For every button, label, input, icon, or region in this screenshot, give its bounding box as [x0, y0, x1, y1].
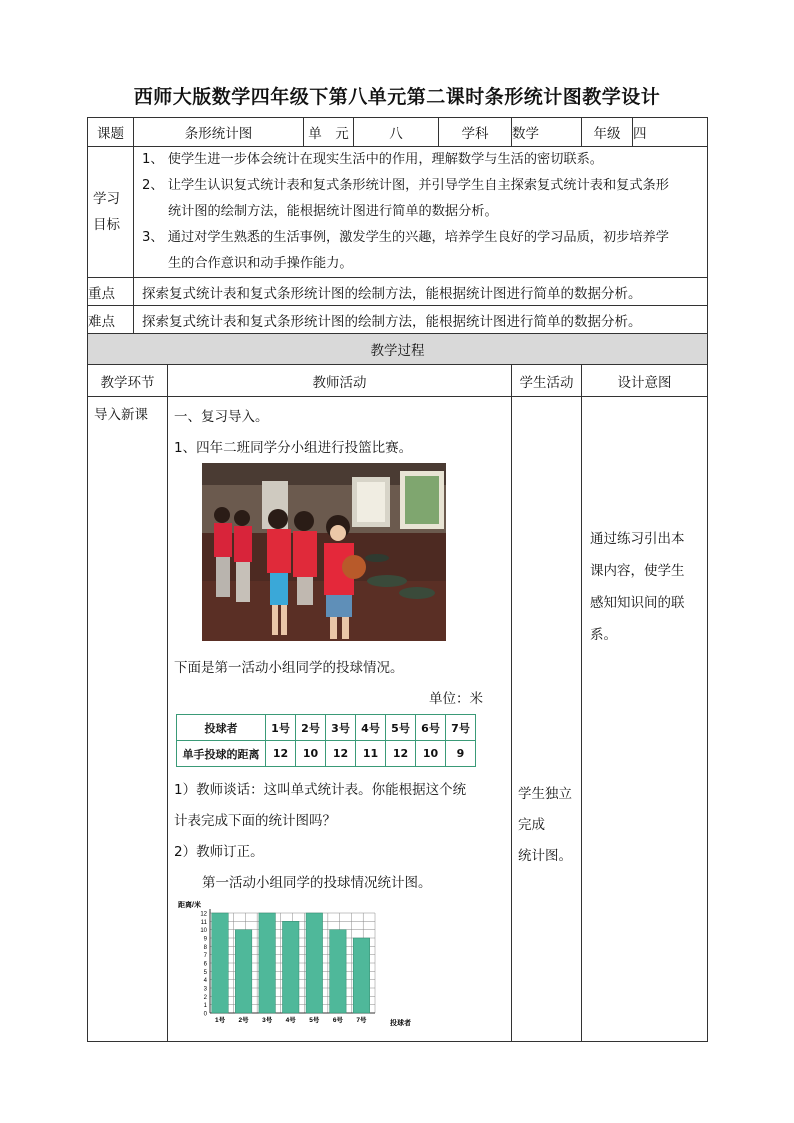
- score-header-2: 2号: [296, 715, 326, 741]
- score-value-3: 12: [326, 741, 356, 767]
- grade-value: 四: [633, 118, 708, 147]
- score-value-6: 10: [416, 741, 446, 767]
- intent-line1: 通过练习引出本: [590, 531, 685, 547]
- chart-bar-2: [235, 930, 252, 1013]
- chart-y-tick-label: 7: [203, 953, 207, 960]
- chart-x-axis-label: 投球者: [390, 1020, 411, 1027]
- chart-y-tick-label: 1: [203, 1003, 207, 1010]
- chart-y-tick-label: 0: [203, 1011, 207, 1018]
- document-title: 西师大版数学四年级下第八单元第二课时条形统计图教学设计: [133, 86, 661, 108]
- chart-bar-3: [259, 913, 276, 1013]
- score-header-5: 5号: [386, 715, 416, 741]
- chart-y-tick-label: 12: [200, 911, 207, 918]
- chart-y-tick-label: 9: [203, 936, 207, 943]
- teacher-talk-line2: 计表完成下面的统计图吗？: [174, 813, 336, 829]
- chart-x-tick-label: 6号: [332, 1017, 343, 1024]
- stage-name: 导入新课: [94, 407, 148, 423]
- key-point-text: 探索复式统计表和复式条形统计图的绘制方法，能根据统计图进行简单的数据分析。: [134, 278, 708, 306]
- student-activity-cell: [512, 397, 582, 1042]
- design-intent-cell: [582, 397, 708, 1042]
- difficulty-label: 难点: [88, 306, 134, 334]
- chart-y-tick-label: 10: [200, 928, 207, 935]
- chart-y-tick-label: 4: [203, 978, 207, 985]
- teacher-correct: 2）教师订正。: [174, 844, 264, 860]
- intent-line3: 感知知识间的联: [590, 595, 685, 611]
- score-header-1: 1号: [266, 715, 296, 741]
- student-activity-line1: 学生独立完成: [518, 786, 573, 833]
- chart-x-tick-label: 4号: [285, 1017, 296, 1024]
- activity-intro: 1、四年二班同学分小组进行投篮比赛。: [174, 440, 413, 456]
- topic-value: 条形统计图: [134, 118, 304, 147]
- group-results-intro: 下面是第一活动小组同学的投球情况。: [174, 660, 404, 676]
- chart-x-tick-label: 2号: [238, 1017, 249, 1024]
- score-header-3: 3号: [326, 715, 356, 741]
- col-header-stage: 教学环节: [88, 365, 168, 397]
- chart-y-tick-label: 3: [203, 986, 207, 993]
- unit-note: 单位：米: [429, 691, 484, 707]
- chart-bar-5: [306, 913, 323, 1013]
- bar-chart-container: [178, 899, 428, 1035]
- intent-line4: 系。: [590, 627, 618, 643]
- student-activity-line2: 统计图。: [518, 848, 573, 864]
- goal-item-1: 1、 使学生进一步体会统计在现实生活中的作用，理解数学与生活的密切联系。: [142, 152, 603, 167]
- score-value-7: 9: [446, 741, 476, 767]
- chart-y-axis-label: 距离/米: [178, 902, 201, 909]
- chart-x-tick-label: 3号: [262, 1017, 273, 1024]
- chart-x-tick-label: 5号: [309, 1017, 320, 1024]
- goal-item-3-line2: 生的合作意识和动手操作能力。: [168, 256, 353, 271]
- unit-value: 八: [354, 118, 439, 147]
- subject-label: 学科: [439, 118, 512, 147]
- score-header-6: 6号: [416, 715, 446, 741]
- unit-label: 单 元: [304, 118, 354, 147]
- chart-bar-7: [353, 938, 370, 1013]
- score-header-7: 7号: [446, 715, 476, 741]
- chart-y-tick-label: 2: [203, 994, 207, 1001]
- chart-bar-6: [330, 930, 347, 1013]
- goals-label-line2: 目标: [93, 217, 120, 233]
- score-table-value-row: [177, 741, 476, 767]
- stage-cell: [88, 397, 168, 1042]
- score-header-4: 4号: [356, 715, 386, 741]
- chart-y-tick-label: 11: [200, 919, 207, 926]
- goal-item-2-line2: 统计图的绘制方法，能根据统计图进行简单的数据分析。: [168, 204, 498, 219]
- basketball-photo: [202, 463, 446, 641]
- chart-bar-1: [212, 913, 229, 1013]
- col-header-intent: 设计意图: [582, 365, 708, 397]
- chart-bars: [212, 913, 370, 1013]
- review-heading: 一、复习导入。: [174, 409, 269, 425]
- intent-line2: 课内容，使学生: [590, 563, 685, 579]
- chart-x-tick-label: 1号: [214, 1017, 226, 1024]
- score-table: [176, 714, 476, 767]
- teaching-process-band: 教学过程: [88, 334, 708, 365]
- col-header-student: 学生活动: [512, 365, 582, 397]
- teacher-talk-line1: 1）教师谈话：这叫单式统计表。你能根据这个统: [174, 782, 467, 798]
- lesson-plan-table: [87, 117, 708, 1042]
- chart-y-tick-label: 6: [203, 961, 207, 968]
- basketball-photo-illustration: [202, 463, 446, 641]
- difficulty-text: 探索复式统计表和复式条形统计图的绘制方法，能根据统计图进行简单的数据分析。: [134, 306, 708, 334]
- score-value-2: 10: [296, 741, 326, 767]
- chart-y-tick-label: 5: [203, 969, 207, 976]
- teacher-activity-cell: [168, 397, 512, 1042]
- score-value-5: 12: [386, 741, 416, 767]
- goals-content: [134, 147, 708, 278]
- score-value-1: 12: [266, 741, 296, 767]
- chart-y-tick-label: 8: [203, 944, 207, 951]
- chart-caption: 第一活动小组同学的投球情况统计图。: [202, 875, 432, 891]
- chart-x-tick-label: 7号: [356, 1017, 367, 1024]
- key-point-label: 重点: [88, 278, 134, 306]
- score-value-4: 11: [356, 741, 386, 767]
- topic-label: 课题: [88, 118, 134, 147]
- goals-label-line1: 学习: [93, 191, 120, 207]
- grade-label: 年级: [582, 118, 633, 147]
- score-header-thrower: 投球者: [177, 715, 266, 741]
- col-header-teacher: 教师活动: [168, 365, 512, 397]
- subject-value: 数学: [512, 118, 582, 147]
- goal-item-2-line1: 2、 让学生认识复式统计表和复式条形统计图，并引导学生自主探索复式统计表和复式条形: [142, 178, 669, 193]
- goals-label: [88, 147, 134, 278]
- score-table-header-row: [177, 715, 476, 741]
- score-row-label: 单手投球的距离: [177, 741, 266, 767]
- bar-chart: [178, 899, 428, 1031]
- goal-item-3-line1: 3、 通过对学生熟悉的生活事例，激发学生的兴趣，培养学生良好的学习品质，初步培养学: [142, 230, 669, 245]
- chart-bar-4: [282, 921, 299, 1013]
